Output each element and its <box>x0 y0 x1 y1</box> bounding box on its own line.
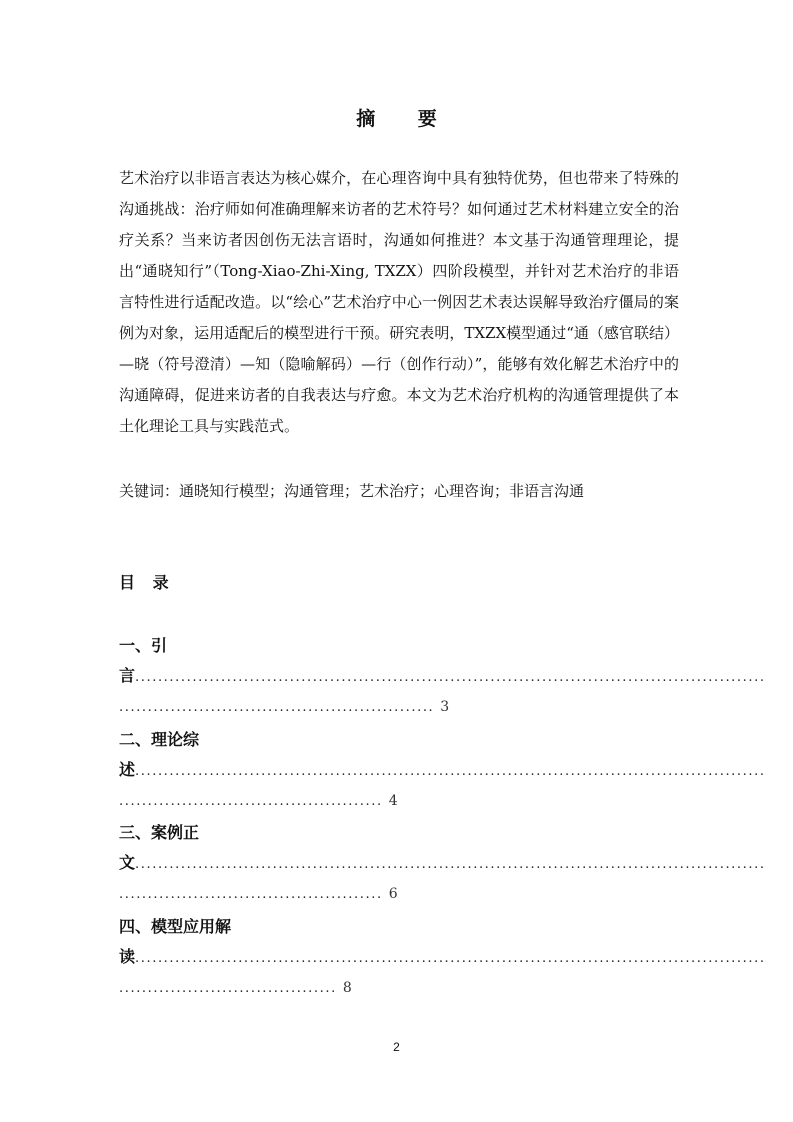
toc-dot-leader: .............................................................................................................. <box>135 670 766 685</box>
page-number: 2 <box>393 1040 400 1054</box>
toc-page-number: 8 <box>342 980 352 996</box>
toc-entry-leader-end <box>119 972 679 1002</box>
toc-entry-heading: 三、案例正 <box>119 823 200 842</box>
toc-title: 目 录 <box>119 573 175 592</box>
toc-dot-leader: .............................................................................................................. <box>135 764 766 779</box>
toc-dot-leader: .............................................. <box>119 794 383 809</box>
toc-entry-introduction[interactable] <box>119 631 766 721</box>
abstract-body: 艺术治疗以非语言表达为核心媒介，在心理咨询中具有独特优势，但也带来了特殊的沟通挑战：治疗师如何准确理解来访者的艺术符号？如何通过艺术材料建立安全的治疗关系？当来访者因创伤无法言语时，沟通如何推进？本文基于沟通管理理论，提出“通晓知行”（Tong-Xiao-Zhi-Xing, TXZX）四阶段模型，并针对艺术治疗的非语言特性进行适配改造。以“绘心”艺术治疗中心一例因艺术表达误解导致治疗僵局的案例为对象，运用适配后的模型进行干预。研究表明，TXZX模型通过“通（感官联结）—晓（符号澄清）—知（隐喻解码）—行（创作行动）”，能够有效化解艺术治疗中的沟通障碍，促进来访者的自我表达与疗愈。本文为艺术治疗机构的沟通管理提供了本土化理论工具与实践范式。 <box>119 169 679 435</box>
toc-dot-leader: .............................................................................................................. <box>135 857 766 872</box>
toc-entry-literature-review[interactable] <box>119 725 766 815</box>
toc-page-number: 6 <box>388 886 398 902</box>
toc-entry-heading: 一、引 <box>119 636 168 655</box>
toc-entry-model-application[interactable] <box>119 912 766 1002</box>
toc-entry-leader <box>119 755 766 785</box>
toc-entry-leader-end <box>119 878 679 908</box>
toc-dot-leader: ...................................... <box>119 981 337 996</box>
toc-entry-heading-tail: 读 <box>119 947 136 966</box>
toc-entry-heading-tail: 言 <box>119 666 136 685</box>
toc-dot-leader: .............................................................................................................. <box>135 951 766 966</box>
abstract-title: 摘 要 <box>356 108 455 130</box>
toc-page-number: 3 <box>440 699 450 715</box>
toc-entry-heading: 二、理论综 <box>119 730 200 749</box>
toc-entry-leader-end <box>119 691 679 721</box>
toc-entry-heading-tail: 文 <box>119 853 136 872</box>
keywords-line: 关键词：通晓知行模型；沟通管理；艺术治疗；心理咨询；非语言沟通 <box>119 482 585 500</box>
toc-entry-case-body[interactable] <box>119 818 766 908</box>
toc-page-number: 4 <box>388 793 398 809</box>
toc-entry-leader <box>119 661 766 691</box>
toc-entry-leader-end <box>119 785 679 815</box>
toc-dot-leader: ....................................................... <box>119 700 435 715</box>
toc-entry-heading-tail: 述 <box>119 760 136 779</box>
toc-entry-heading: 四、模型应用解 <box>119 917 232 936</box>
toc-entry-leader <box>119 848 766 878</box>
toc-entry-leader <box>119 942 766 972</box>
toc-dot-leader: .............................................. <box>119 887 383 902</box>
